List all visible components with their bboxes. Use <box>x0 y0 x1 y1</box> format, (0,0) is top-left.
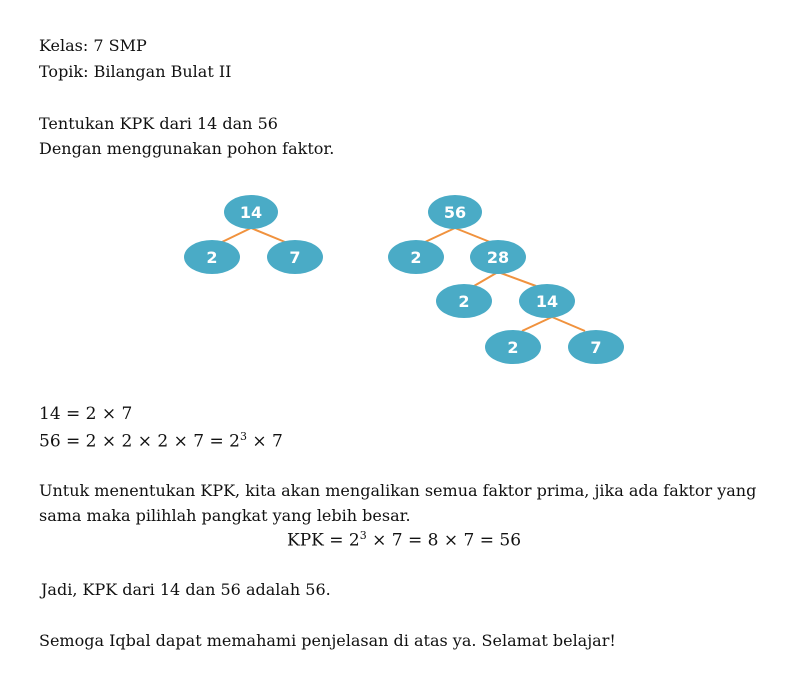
tree2-edge-3-right <box>552 317 585 331</box>
tree2-l2-right-node <box>519 284 575 318</box>
tree2-edge-1-left <box>425 228 455 242</box>
tree2-l1-right-node <box>470 240 526 274</box>
svg-text:2: 2 <box>410 248 422 267</box>
factorization-56 <box>39 430 283 452</box>
question-line-2: Dengan menggunakan pohon faktor. <box>39 139 335 158</box>
kpk-rest: × 7 = 8 × 7 = 56 <box>366 530 522 551</box>
tree1-right-node <box>267 240 323 274</box>
factorization-56-rest: × 7 <box>246 431 283 452</box>
tree2-root-node <box>428 195 482 229</box>
tree2-l3-right-node <box>568 330 624 364</box>
factorization-56-base: 56 = 2 × 2 × 2 × 7 = 2 <box>39 431 240 452</box>
factorization-56-exponent: 3 <box>239 430 247 443</box>
tree1-root-node <box>224 195 278 229</box>
svg-text:7: 7 <box>590 338 602 357</box>
tree1-left-node <box>184 240 240 274</box>
tree2-edge-2-left <box>474 272 498 286</box>
tree2-edge-1-right <box>455 228 490 242</box>
svg-text:28: 28 <box>486 248 510 267</box>
svg-text:2: 2 <box>507 338 519 357</box>
question-line-1: Tentukan KPK dari 14 dan 56 <box>39 114 278 133</box>
topic-label: Topik: Bilangan Bulat II <box>39 62 232 81</box>
kpk-base: KPK = 2 <box>287 530 360 551</box>
tree2-l1-left-node <box>388 240 444 274</box>
class-label: Kelas: 7 SMP <box>39 36 147 55</box>
conclusion: Jadi, KPK dari 14 dan 56 adalah 56. <box>41 580 331 599</box>
explanation-line-1: Untuk menentukan KPK, kita akan mengalikan semua faktor prima, jika ada faktor yang <box>39 481 757 500</box>
tree1-edge-left <box>222 228 251 242</box>
svg-text:14: 14 <box>239 203 263 222</box>
kpk-equation <box>287 529 521 551</box>
tree2-l2-left-node <box>436 284 492 318</box>
explanation-line-2: sama maka pilihlah pangkat yang lebih besar. <box>39 506 411 525</box>
svg-text:7: 7 <box>289 248 301 267</box>
svg-text:2: 2 <box>458 292 470 311</box>
tree2-l3-left-node <box>485 330 541 364</box>
tree2-edge-3-left <box>522 317 552 331</box>
tree1-edge-right <box>251 228 285 242</box>
svg-text:56: 56 <box>443 203 467 222</box>
svg-text:2: 2 <box>206 248 218 267</box>
closing-message: Semoga Iqbal dapat memahami penjelasan di atas ya. Selamat belajar! <box>39 631 616 650</box>
tree2-edge-2-right <box>498 272 536 286</box>
svg-text:14: 14 <box>535 292 559 311</box>
kpk-exponent: 3 <box>359 529 367 542</box>
factorization-14: 14 = 2 × 7 <box>39 404 133 424</box>
